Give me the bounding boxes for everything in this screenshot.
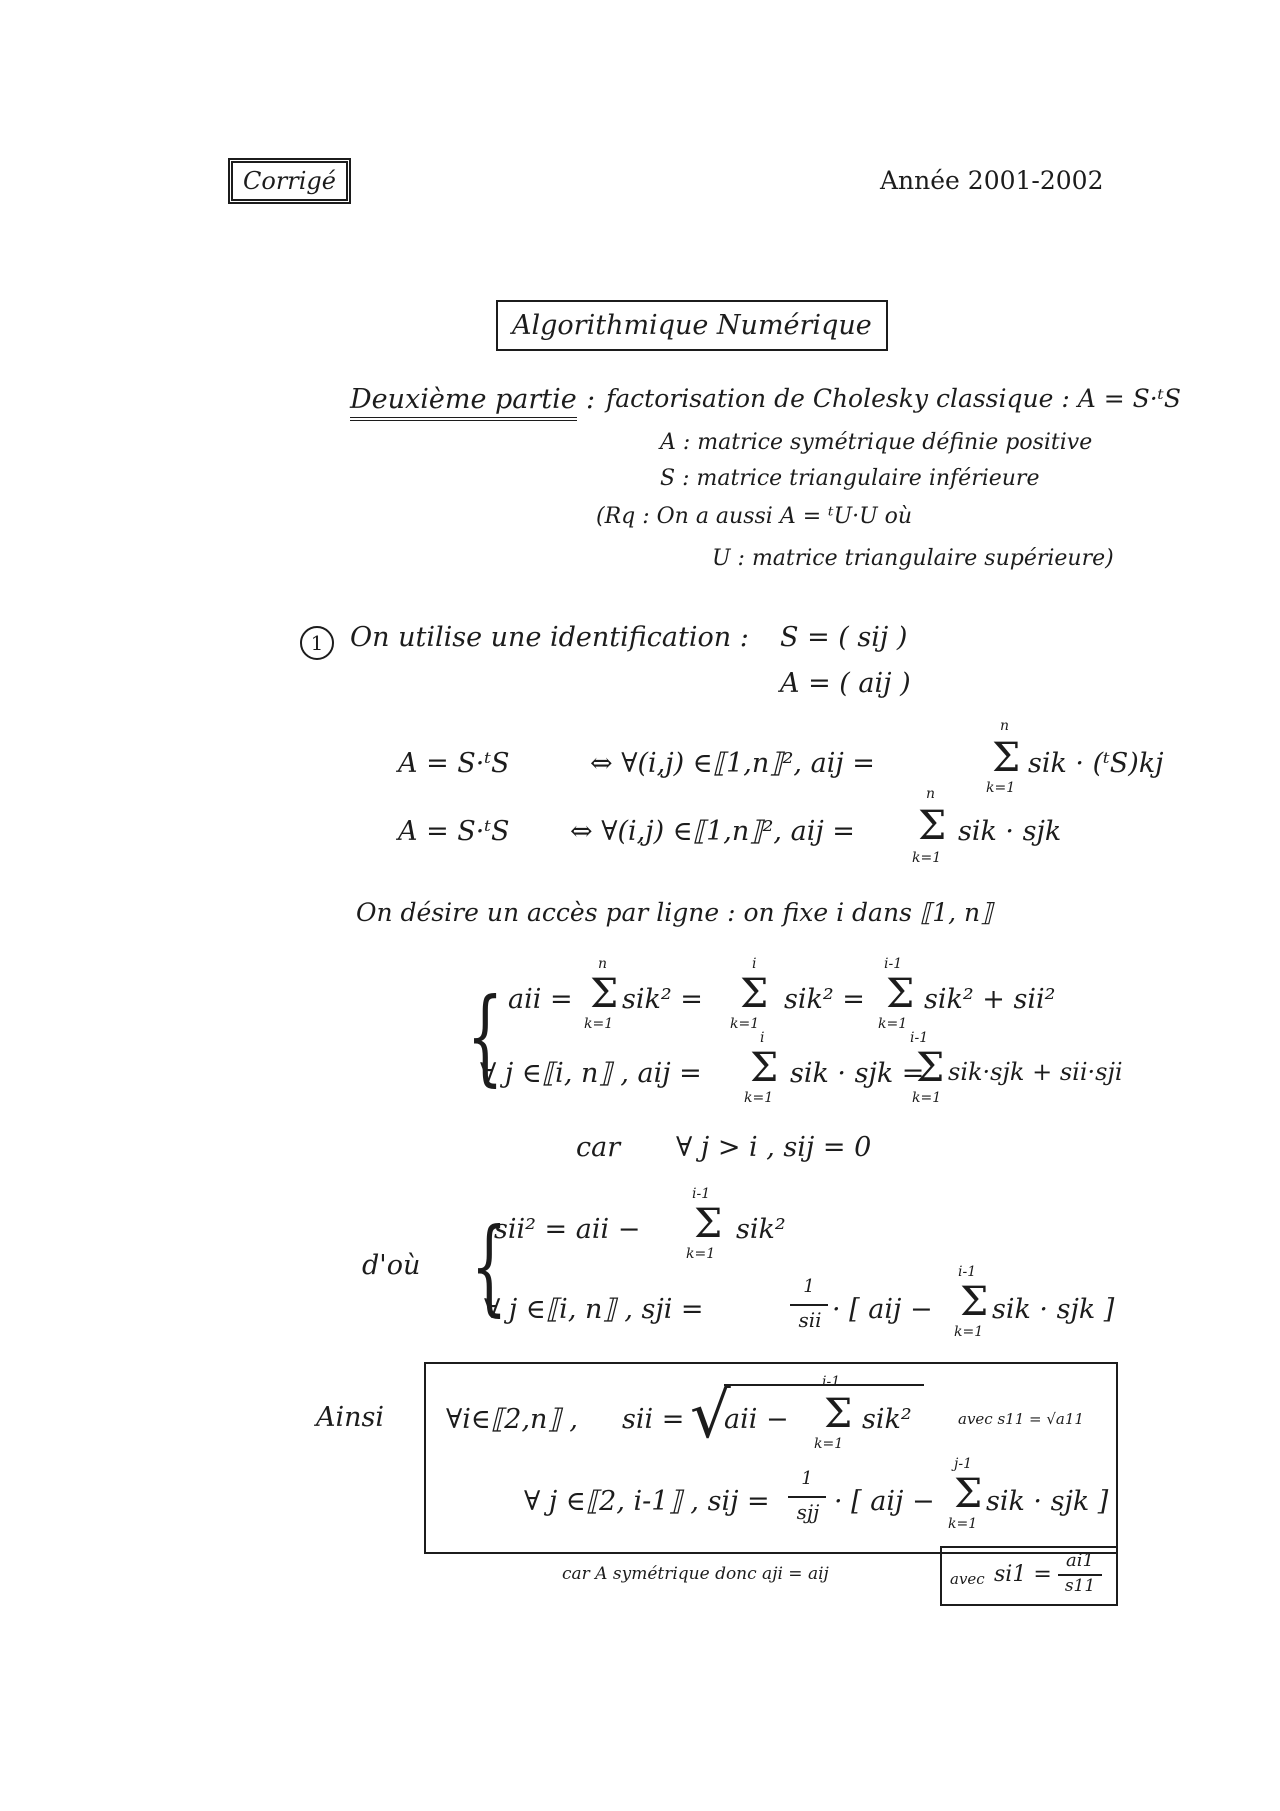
- eq2-rhs: ⇔ ∀(i,j) ∈⟦1,n⟧², aij =: [570, 816, 855, 847]
- system1-row1-sum1: Σ: [590, 971, 619, 1017]
- si1-note-avec: avec: [950, 1570, 985, 1588]
- result-line1-note: avec s11 = √a11: [958, 1410, 1084, 1428]
- eq1-term: sik · (ᵗS)kj: [1028, 748, 1164, 779]
- eq2-term: sik · sjk: [958, 816, 1062, 847]
- system1-row1-lhs: aii =: [508, 984, 573, 1015]
- system1-row2-t1: sik · sjk =: [790, 1058, 925, 1089]
- dou-label: d'où: [362, 1250, 421, 1281]
- eq2-sum-upper: n: [926, 786, 936, 802]
- system1-row2-top1: i: [760, 1030, 765, 1046]
- si1-note-lhs: si1 =: [994, 1562, 1052, 1587]
- system1-row2-lhs: ∀ j ∈⟦i, n⟧ , aij =: [480, 1058, 702, 1089]
- result-frac-den: sjj: [796, 1500, 820, 1524]
- result-line2-term: sik · sjk ]: [986, 1486, 1109, 1517]
- eq2-lhs: A = S·ᵗS: [398, 816, 510, 847]
- system2-row2-lhs: ∀ j ∈⟦i, n⟧ , sji =: [484, 1294, 704, 1325]
- result-line2-sum: Σ: [954, 1471, 983, 1517]
- result-line1-rad: aii −: [724, 1404, 789, 1435]
- eq1-sum-lower: k=1: [986, 780, 1016, 796]
- system2-frac-den: sii: [798, 1308, 822, 1332]
- row-access-text: On désire un accès par ligne : on fixe i dans ⟦1, n⟧: [356, 898, 993, 927]
- system1-row1-top2: i: [752, 956, 757, 972]
- result-line1-lhs: ∀i∈⟦2,n⟧ ,: [446, 1404, 578, 1435]
- system2-row1-bot: k=1: [686, 1246, 716, 1262]
- system1-row1-t2: sik² =: [784, 984, 865, 1015]
- section-colon: :: [586, 384, 596, 415]
- definition-s: S : matrice triangulaire inférieure: [660, 466, 1040, 491]
- corrige-stamp: Corrigé: [228, 158, 351, 204]
- eq2-sum-sign: Σ: [918, 803, 947, 849]
- step-number-badge: 1: [300, 626, 334, 660]
- system1-row2-t2: sik·sjk + sii·sji: [948, 1058, 1123, 1086]
- eq1-rhs: ⇔ ∀(i,j) ∈⟦1,n⟧², aij =: [590, 748, 875, 779]
- system1-row1-t1: sik² =: [622, 984, 703, 1015]
- page-title: Algorithmique Numérique: [496, 300, 888, 351]
- car-condition: ∀ j > i , sij = 0: [676, 1132, 872, 1163]
- system1-brace: {: [466, 975, 504, 1097]
- eq1-sum-sign: Σ: [992, 735, 1021, 781]
- si1-note-num: ai1: [1066, 1550, 1094, 1571]
- system1-row2-bot2: k=1: [912, 1090, 942, 1106]
- system1-row1-bot1: k=1: [584, 1016, 614, 1032]
- system2-row1-sum: Σ: [694, 1201, 723, 1247]
- section-subject: factorisation de Cholesky classique : A = S·ᵗS: [606, 384, 1181, 413]
- ainsi-label: Ainsi: [316, 1402, 385, 1433]
- system2-row2-sum: Σ: [960, 1279, 989, 1325]
- sqrt-sign: √: [690, 1379, 731, 1453]
- eq1-sum-upper: n: [1000, 718, 1010, 734]
- result-line1-bot: k=1: [814, 1436, 844, 1452]
- result-line1-s: sii =: [622, 1404, 685, 1435]
- result-box: [424, 1362, 1118, 1554]
- result-frac-bar: [788, 1496, 826, 1498]
- result-line2-bracket: · [ aij −: [834, 1486, 935, 1517]
- step1-text: On utilise une identification :: [350, 622, 749, 653]
- result-line2-lhs: ∀ j ∈⟦2, i-1⟧ , sij =: [524, 1486, 770, 1517]
- system1-row1-t3: sik² + sii²: [924, 984, 1056, 1015]
- system2-frac-num: 1: [803, 1276, 815, 1297]
- system1-row1-top3: i-1: [884, 956, 903, 972]
- section-label: Deuxième partie: [350, 384, 577, 421]
- a-definition: A = ( aij ): [780, 668, 911, 699]
- system1-row2-top2: i-1: [910, 1030, 929, 1046]
- remark-u: U : matrice triangulaire supérieure): [712, 546, 1114, 571]
- eq2-sum-lower: k=1: [912, 850, 942, 866]
- result-frac-num: 1: [801, 1468, 813, 1489]
- result-line1-top: i-1: [822, 1374, 841, 1390]
- system2-row2-bot: k=1: [954, 1324, 984, 1340]
- si1-note-den: s11: [1064, 1576, 1096, 1596]
- system1-row2-bot1: k=1: [744, 1090, 774, 1106]
- system1-row2-sum2: Σ: [916, 1045, 945, 1091]
- system1-row1-top1: n: [598, 956, 608, 972]
- academic-year: Année 2001-2002: [880, 166, 1104, 195]
- result-line1-term: sik²: [862, 1404, 912, 1435]
- system1-row1-sum2: Σ: [740, 971, 769, 1017]
- system2-frac-bar: [790, 1304, 828, 1306]
- system2-brace: {: [470, 1205, 508, 1327]
- system2-row2-term: sik · sjk ]: [992, 1294, 1115, 1325]
- result-line2-bot: k=1: [948, 1516, 978, 1532]
- remark: (Rq : On a aussi A = ᵗU·U où: [596, 504, 913, 529]
- s-definition: S = ( sij ): [780, 622, 908, 653]
- eq1-lhs: A = S·ᵗS: [398, 748, 510, 779]
- result-line2-top: j-1: [954, 1456, 972, 1472]
- car-label: car: [576, 1132, 621, 1163]
- result-line1-sum: Σ: [824, 1391, 853, 1437]
- system1-row1-bot3: k=1: [878, 1016, 908, 1032]
- definition-a: A : matrice symétrique définie positive: [660, 430, 1093, 455]
- system2-row1-top: i-1: [692, 1186, 711, 1202]
- system2-row2-bracket: · [ aij −: [832, 1294, 933, 1325]
- system1-row2-sum1: Σ: [750, 1045, 779, 1091]
- system2-row1-term: sik²: [736, 1214, 786, 1245]
- symmetry-footnote: car A symétrique donc aji = aij: [562, 1564, 829, 1584]
- system1-row1-sum3: Σ: [886, 971, 915, 1017]
- system1-row1-bot2: k=1: [730, 1016, 760, 1032]
- system2-row1-lhs: sii² = aii −: [494, 1214, 641, 1245]
- system2-row2-top: i-1: [958, 1264, 977, 1280]
